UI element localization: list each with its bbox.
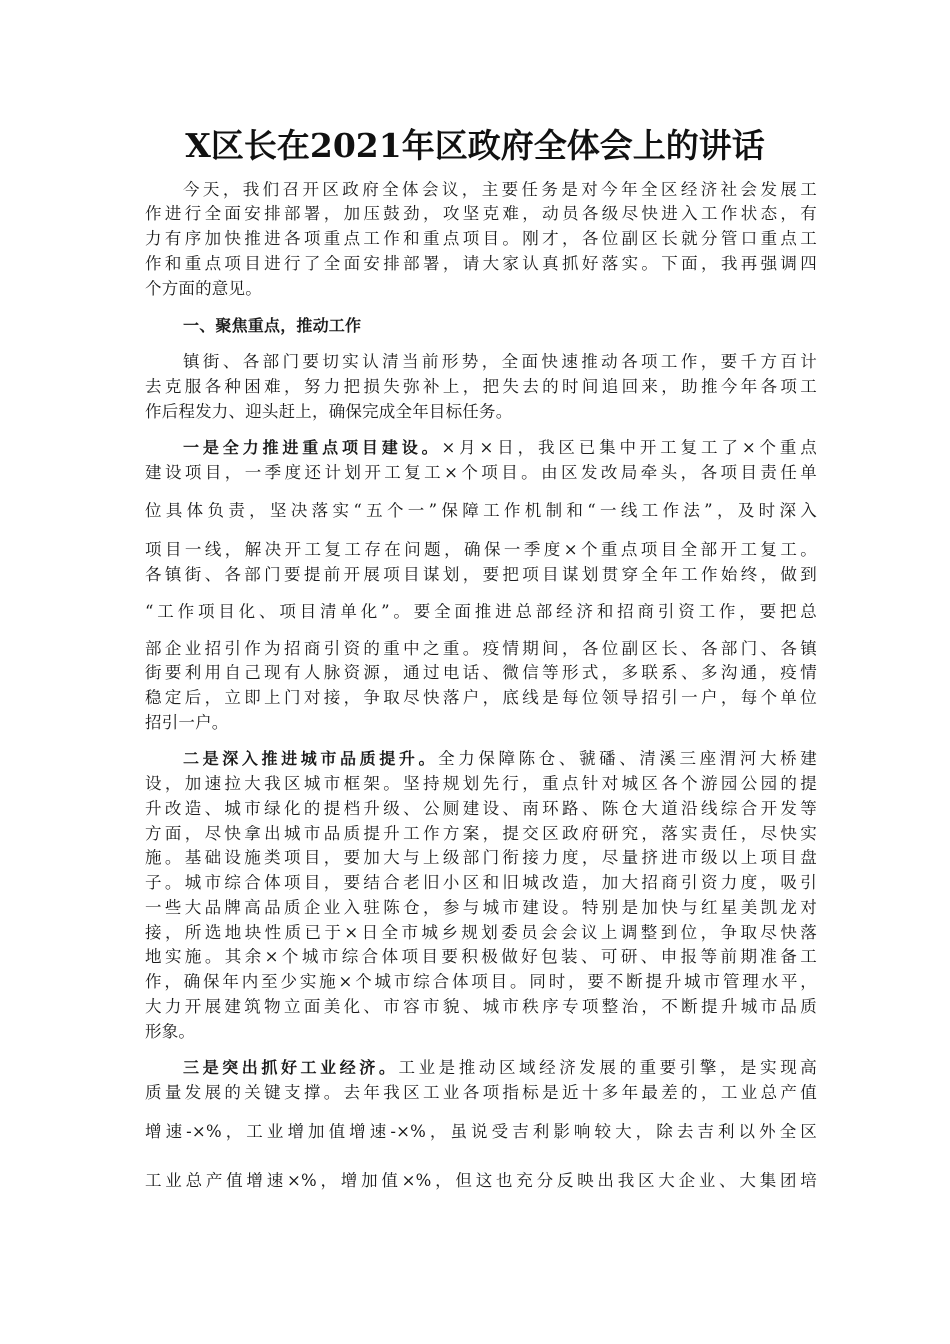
paragraph-line — [183, 1056, 817, 1080]
paragraph-line: 施。基础设施类项目，要加大与上级部门衔接力度，尽量挤进市级以上项目盘 — [145, 848, 817, 867]
intro-line: 力有序加快推进各项重点工作和重点项目。刚才，各位副区长就分管口重点工 — [145, 229, 817, 248]
paragraph-line — [183, 436, 817, 460]
paragraph-line: 设，加速拉大我区城市框架。坚持规划先行，重点针对城区各个游园公园的提 — [145, 774, 817, 793]
paragraph-line: 工业总产值增速×%，增加值×%，但这也充分反映出我区大企业、大集团培 — [145, 1171, 817, 1190]
item-text: 全力保障陈仓、虢磻、清溪三座渭河大桥建 — [438, 749, 817, 768]
paragraph-line: 去克服各种困难，努力把损失弥补上，把失去的时间追回来，助推今年各项工 — [145, 377, 817, 396]
item-lead: 一是全力推进重点项目建设。 — [183, 438, 442, 457]
paragraph-line: 质量发展的关键支撑。去年我区工业各项指标是近十多年最差的，工业总产值 — [145, 1083, 817, 1102]
paragraph-line: 作后程发力、迎头赶上，确保完成全年目标任务。 — [145, 402, 513, 421]
intro-line: 作进行全面安排部署，加压鼓劲，攻坚克难，动员各级尽快进入工作状态，有 — [145, 204, 817, 223]
paragraph-line: 子。城市综合体项目，要结合老旧小区和旧城改造，加大招商引资力度，吸引 — [145, 873, 817, 892]
paragraph-line: “工作项目化、项目清单化”。要全面推进总部经济和招商引资工作，要把总 — [145, 602, 817, 621]
paragraph-line: 大力开展建筑物立面美化、市容市貌、城市秩序专项整治，不断提升城市品质 — [145, 997, 817, 1016]
paragraph-line: 建设项目，一季度还计划开工复工×个项目。由区发改局牵头，各项目责任单 — [145, 463, 817, 482]
section-heading: 一、聚焦重点，推动工作 — [183, 316, 362, 335]
intro-line: 作和重点项目进行了全面安排部署，请大家认真抓好落实。下面，我再强调四 — [145, 254, 817, 273]
item-lead: 三是突出抓好工业经济。 — [183, 1058, 399, 1077]
item-text: 工业是推动区域经济发展的重要引擎，是实现高 — [398, 1058, 818, 1077]
paragraph-line: 位具体负责，坚决落实“五个一”保障工作机制和“一线工作法”，及时深入 — [145, 501, 817, 520]
paragraph-line: 作，确保年内至少实施×个城市综合体项目。同时，要不断提升城市管理水平， — [145, 972, 817, 991]
paragraph-line: 形象。 — [145, 1022, 196, 1041]
paragraph-line: 镇街、各部门要切实认清当前形势，全面快速推动各项工作，要千方百计 — [183, 352, 817, 371]
paragraph-line: 稳定后，立即上门对接，争取尽快落户，底线是每位领导招引一户，每个单位 — [145, 688, 817, 707]
paragraph-line: 部企业招引作为招商引资的重中之重。疫情期间，各位副区长、各部门、各镇 — [145, 639, 817, 658]
document-title: X区长在2021年区政府全体会上的讲话 — [185, 126, 765, 165]
paragraph-line: 项目一线，解决开工复工存在问题，确保一季度×个重点项目全部开工复工。 — [145, 540, 817, 559]
paragraph-line: 街要利用自己现有人脉资源，通过电话、微信等形式，多联系、多沟通，疫情 — [145, 663, 817, 682]
item-lead: 二是深入推进城市品质提升。 — [183, 749, 439, 768]
paragraph-line: 一些大品牌高品质企业入驻陈仓，参与城市建设。特别是加快与红星美凯龙对 — [145, 898, 817, 917]
intro-line: 今天，我们召开区政府全体会议，主要任务是对今年全区经济社会发展工 — [183, 180, 817, 199]
paragraph-line — [183, 747, 817, 771]
paragraph-line: 增速-×%，工业增加值增速-×%，虽说受吉利影响较大，除去吉利以外全区 — [145, 1122, 817, 1141]
paragraph-line: 升改造、城市绿化的提档升级、公厕建设、南环路、陈仓大道沿线综合开发等 — [145, 799, 817, 818]
paragraph-line: 地实施。其余×个城市综合体项目要积极做好包装、可研、申报等前期准备工 — [145, 947, 817, 966]
paragraph-line: 接，所选地块性质已于×日全市城乡规划委员会会议上调整到位，争取尽快落 — [145, 923, 817, 942]
intro-line: 个方面的意见。 — [145, 279, 262, 298]
paragraph-line: 各镇街、各部门要提前开展项目谋划，要把项目谋划贯穿全年工作始终，做到 — [145, 565, 817, 584]
item-text: ×月×日，我区已集中开工复工了×个重点 — [441, 438, 817, 457]
paragraph-line: 招引一户。 — [145, 713, 229, 732]
paragraph-line: 方面，尽快拿出城市品质提升工作方案，提交区政府研究，落实责任，尽快实 — [145, 824, 817, 843]
